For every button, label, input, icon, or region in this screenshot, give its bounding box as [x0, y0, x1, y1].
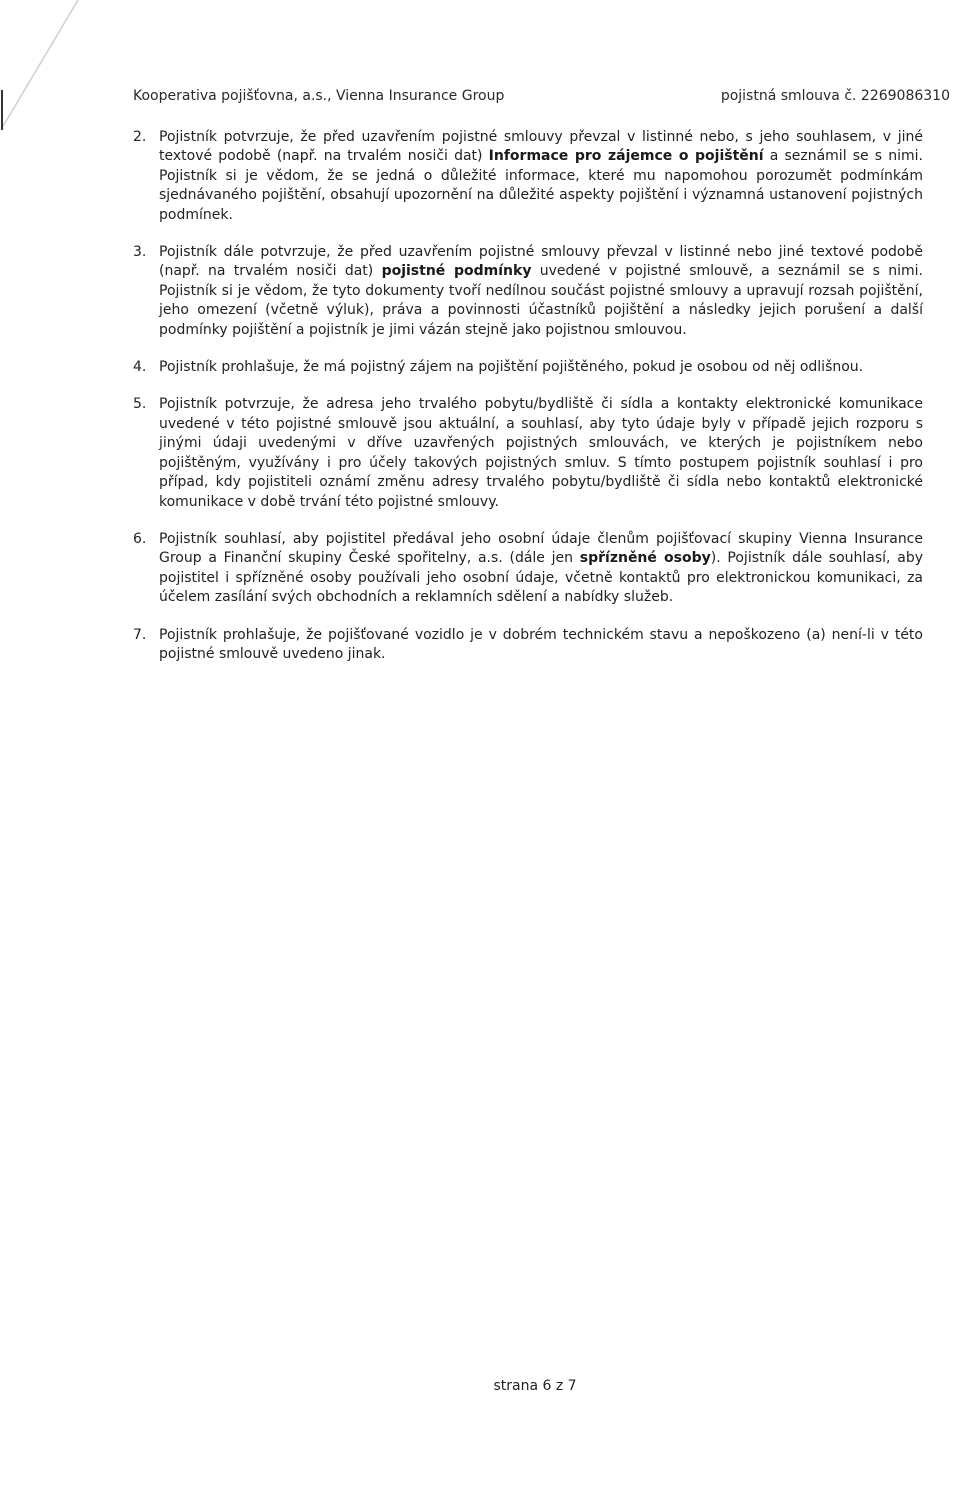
- page-number: strana 6 z 7: [493, 1378, 577, 1394]
- bold-term: pojistné podmínky: [381, 263, 532, 280]
- item-number: 5.: [133, 396, 147, 413]
- bold-term: Informace pro zájemce o pojištění: [488, 148, 764, 165]
- list-item: [133, 358, 923, 377]
- item-number: 4.: [133, 359, 147, 376]
- list-item: [133, 128, 923, 225]
- company-name: Kooperativa pojišťovna, a.s., Vienna Insurance Group: [133, 88, 505, 104]
- item-text: Pojistník potvrzuje, že před uzavřením pojistné smlouvy převzal v listinné nebo, s jeho souhlasem, v jiné textové podobě (např. na trvalém nosiči dat) Informace pro zájemce o pojištění a seznámil se s nimi. Pojistník si je vědom, že se jedná o důležité informace, které mu napomohou porozumět podmínkám sjednávaného pojištění, obsahují upozornění na důležité aspekty pojištění i významná ustanovení pojistných podmínek.: [159, 129, 923, 223]
- item-text: Pojistník potvrzuje, že adresa jeho trvalého pobytu/bydliště či sídla a kontakty elektronické komunikace uvedené v této pojistné smlouvě jsou aktuální, a souhlasí, aby tyto údaje byly v případě jejich rozporu s jinými údaji uvedenými v dříve uzavřených pojistných smlouvách, ve kterých je pojistníkem nebo pojištěným, využívány i pro účely takových pojistných smluv. S tímto postupem pojistník souhlasí i pro případ, kdy pojistiteli oznámí změnu adresy trvalého pobytu/bydliště či sídla nebo kontaktů elektronické komunikace v době trvání této pojistné smlouvy.: [159, 396, 923, 510]
- scan-artifact-line: [0, 0, 96, 150]
- item-text: Pojistník souhlasí, aby pojistitel předával jeho osobní údaje členům pojišťovací skupiny Vienna Insurance Group a Finanční skupiny České spořitelny, a.s. (dále jen spřízněné osoby). Pojistník dále souhlasí, aby pojistitel i spřízněné osoby používali jeho osobní údaje, včetně kontaktů pro elektronickou komunikaci, za účelem zasílání svých obchodních a reklamních sdělení a nabídky služeb.: [159, 530, 923, 606]
- page-header: [133, 88, 950, 104]
- list-item: [133, 626, 923, 665]
- bold-term: spřízněné osoby: [579, 550, 711, 567]
- declarations-list: [133, 128, 923, 682]
- list-item: [133, 530, 923, 608]
- item-number: 6.: [133, 530, 147, 547]
- item-number: 7.: [133, 626, 147, 643]
- item-text: Pojistník dále potvrzuje, že před uzavřením pojistné smlouvy převzal v listinné nebo jiné textové podobě (např. na trvalém nosiči dat) pojistné podmínky uvedené v pojistné smlouvě, a seznámil se s nimi. Pojistník si je vědom, že tyto dokumenty tvoří nedílnou součást pojistné smlouvy a upravují rozsah pojištění, jeho omezení (včetně výluk), práva a povinnosti účastníků pojištění a následky jejich porušení a další podmínky pojištění a pojistník je jimi vázán stejně jako pojistnou smlouvou.: [159, 244, 923, 338]
- contract-number: pojistná smlouva č. 2269086310: [720, 88, 950, 104]
- list-item: [133, 243, 923, 340]
- item-number: 3.: [133, 244, 147, 261]
- list-item: [133, 395, 923, 511]
- page-footer: [0, 1378, 960, 1394]
- item-text: Pojistník prohlašuje, že pojišťované vozidlo je v dobrém technickém stavu a nepoškozeno (a) není-li v této pojistné smlouvě uvedeno jinak.: [159, 626, 923, 662]
- item-text: Pojistník prohlašuje, že má pojistný zájem na pojištění pojištěného, pokud je osobou od něj odlišnou.: [159, 359, 864, 376]
- item-number: 2.: [133, 129, 147, 145]
